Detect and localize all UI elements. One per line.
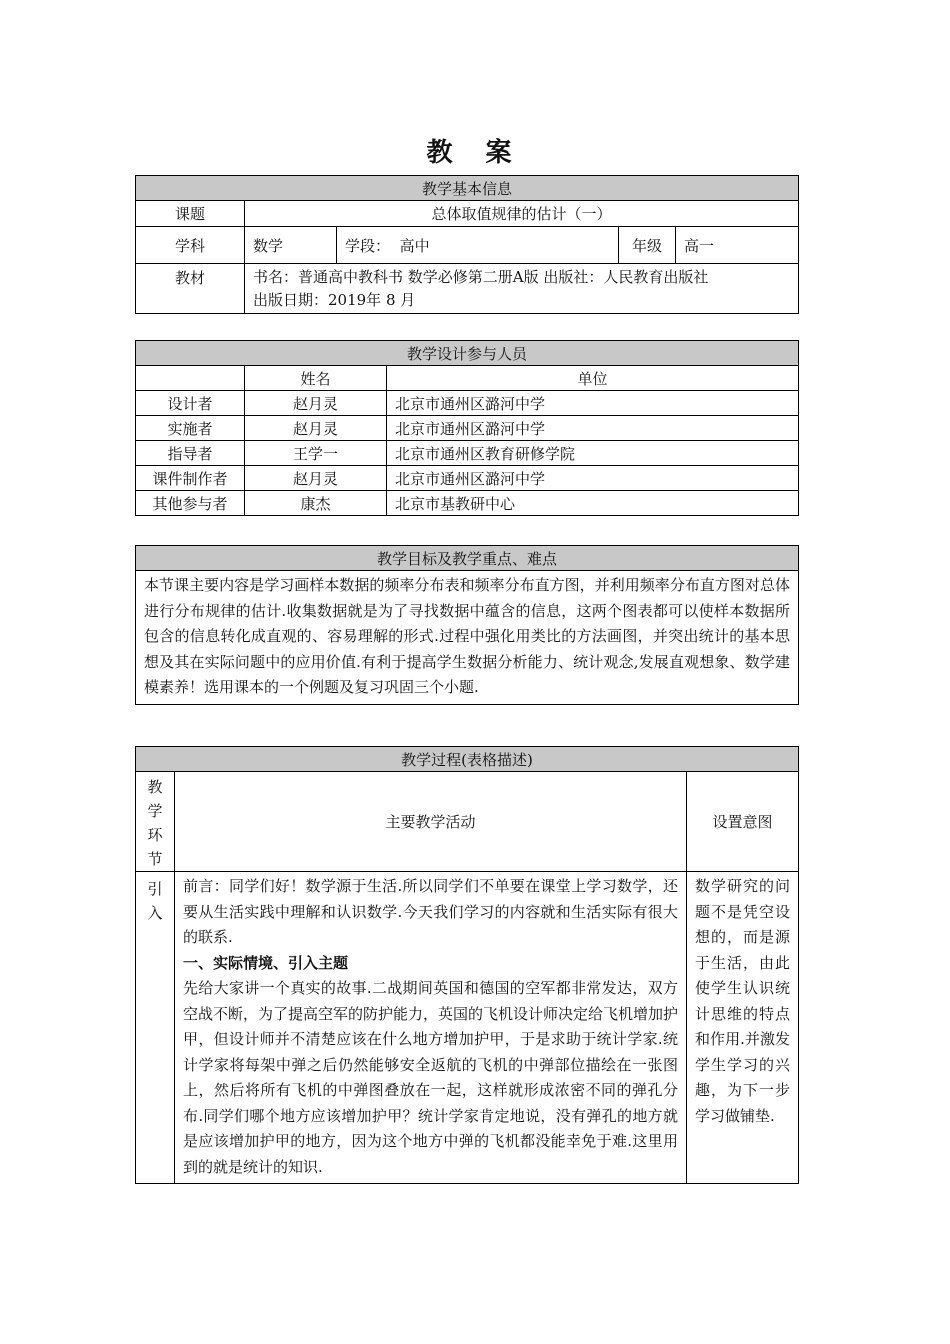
participants-name-header: 姓名: [245, 366, 387, 391]
goals-header: 教学目标及教学重点、难点: [136, 546, 799, 571]
section-subheading: 一、实际情境、引入主题: [183, 953, 349, 972]
process-table: [135, 746, 799, 1184]
table-row: [136, 466, 799, 491]
participant-unit: 北京市通州区潞河中学: [387, 391, 799, 416]
textbook-label: 教材: [136, 264, 245, 314]
activity-cell: [175, 872, 687, 1184]
intent-cell: 数学研究的问题不是凭空设想的，而是源于生活，由此使学生认识统计思维的特点和作用.并激发学生学习的兴趣，为下一步学习做铺垫.: [687, 872, 799, 1184]
participant-name: 赵月灵: [245, 416, 387, 441]
participants-header: 教学设计参与人员: [136, 341, 799, 366]
participant-role: 其他参与者: [136, 491, 245, 516]
participant-name: 赵月灵: [245, 466, 387, 491]
stage-header-char: 节: [147, 850, 163, 868]
intro-paragraph: 前言：同学们好！数学源于生活.所以同学们不单要在课堂上学习数学，还要从生活实践中理解和认识数学.今天我们学习的内容就和生活实际有很大的联系.: [183, 877, 678, 946]
table-row: [136, 441, 799, 466]
page-title: 教 案: [426, 138, 524, 168]
topic-label: 课题: [136, 201, 245, 227]
stage-char: 引: [147, 880, 163, 898]
goals-table: [135, 545, 799, 705]
basic-info-header: 教学基本信息: [136, 176, 799, 201]
participants-role-header: [136, 366, 245, 391]
story-paragraph: 先给大家讲一个真实的故事.二战期间英国和德国的空军都非常发达，双方空战不断，为了提高空军的防护能力，英国的飞机设计师决定给飞机增加护甲，但设计师并不清楚应该在什么地方增加护甲，于是求助于统计学家.统计学家将每架中弹之后仍然能够安全返航的飞机的中弹部位描绘在一张图上，然后将所有飞机的中弹图叠放在一起，这样就形成浓密不同的弹孔分布.同学们哪个地方应该增加护甲？统计学家肯定地说，没有弹孔的地方就是应该增加护甲的地方，因为这个地方中弹的飞机都没能幸免于难.这里用到的就是统计的知识.: [183, 979, 679, 1176]
topic-value: 总体取值规律的估计（一）: [245, 201, 799, 227]
table-row: [136, 491, 799, 516]
textbook-value: [245, 264, 799, 314]
textbook-line-1: 书名：普通高中教科书 数学必修第二册A版 出版社：人民教育出版社: [253, 267, 709, 286]
activity-column-header: 主要教学活动: [175, 772, 687, 872]
goals-text: 本节课主要内容是学习画样本数据的频率分布表和频率分布直方图，并利用频率分布直方图对总体进行分布规律的估计.收集数据就是为了寻找数据中蕴含的信息，这两个图表都可以使样本数据所包含的信息转化成直观的、容易理解的形式.过程中强化用类比的方法画图，并突出统计的基本思想及其在实际问题中的应用价值.有利于提高学生数据分析能力、统计观念,发展直观想象、数学建模素养！选用课本的一个例题及复习巩固三个小题.: [136, 571, 799, 705]
grade-label: 年级: [619, 227, 676, 264]
participant-role: 设计者: [136, 391, 245, 416]
textbook-line-2: 出版日期：2019年 8 月: [253, 290, 416, 309]
subject-value: 数学: [245, 227, 337, 264]
stage-header-char: 教: [147, 778, 163, 796]
participants-table: [135, 340, 799, 516]
stage-column-header: [136, 772, 175, 872]
stage-value: 高中: [399, 236, 430, 255]
participant-role: 实施者: [136, 416, 245, 441]
table-row: [136, 872, 799, 1184]
participant-unit: 北京市通州区潞河中学: [387, 416, 799, 441]
subject-label: 学科: [136, 227, 245, 264]
participant-unit: 北京市通州区教育研修学院: [387, 441, 799, 466]
table-row: [136, 416, 799, 441]
intent-column-header: 设置意图: [687, 772, 799, 872]
participant-name: 康杰: [245, 491, 387, 516]
participant-name: 王学一: [245, 441, 387, 466]
stage-label: 学段：: [345, 236, 391, 255]
participant-role: 指导者: [136, 441, 245, 466]
participant-unit: 北京市基教研中心: [387, 491, 799, 516]
participant-unit: 北京市通州区潞河中学: [387, 466, 799, 491]
basic-info-table: [135, 175, 799, 314]
stage-header-char: 环: [147, 826, 163, 844]
stage-cell: [337, 227, 619, 264]
participant-role: 课件制作者: [136, 466, 245, 491]
participants-unit-header: 单位: [387, 366, 799, 391]
process-header: 教学过程(表格描述): [136, 747, 799, 772]
grade-value: 高一: [676, 227, 799, 264]
table-row: [136, 391, 799, 416]
stage-header-char: 学: [147, 802, 163, 820]
stage-cell: [136, 872, 175, 1184]
participant-name: 赵月灵: [245, 391, 387, 416]
stage-char: 入: [147, 904, 163, 922]
